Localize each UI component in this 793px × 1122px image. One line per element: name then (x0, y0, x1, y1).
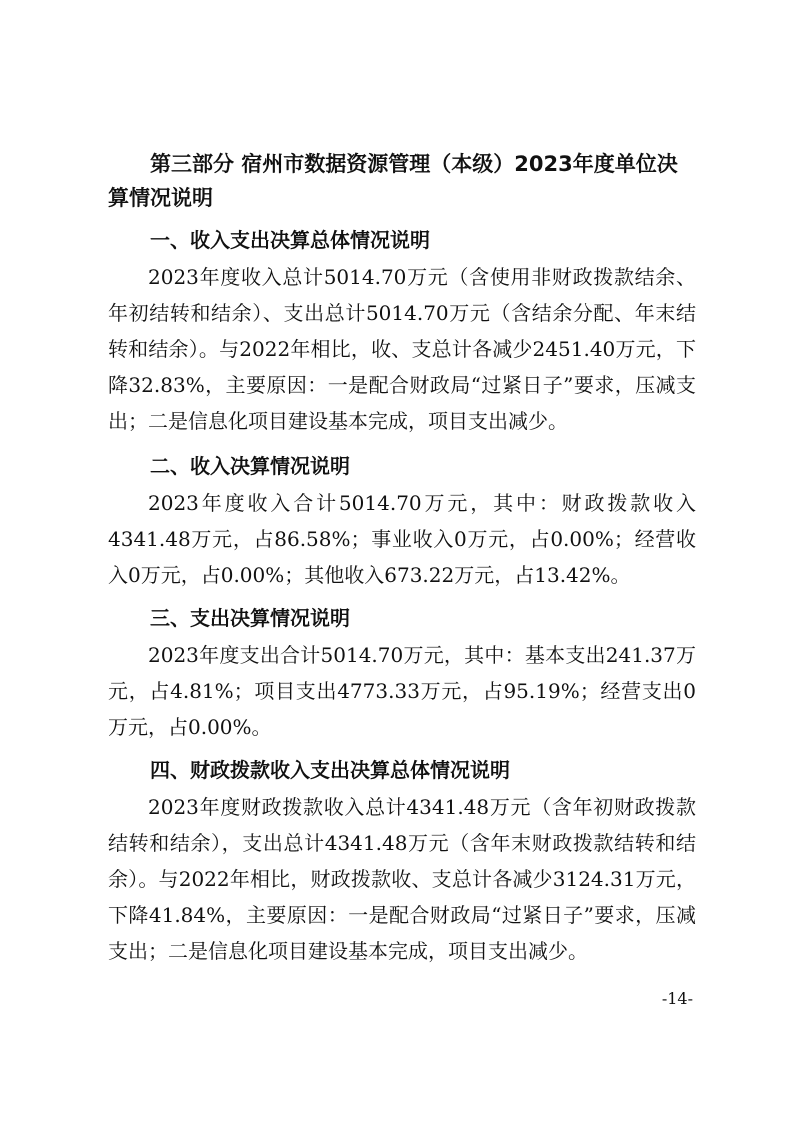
section-heading-3: 三、支出决算情况说明 (150, 606, 350, 630)
page-title: 第三部分 宿州市数据资源管理（本级）2023年度单位决算情况说明 (108, 152, 678, 210)
section-paragraph-3: 2023年度支出合计5014.70万元，其中：基本支出241.37万元，占4.81%；项目支出4773.33万元，占95.19%；经营支出0万元，占0.00%。 (108, 643, 696, 739)
section-heading-2: 二、收入决算情况说明 (150, 454, 350, 478)
section-heading-1: 一、收入支出决算总体情况说明 (150, 228, 430, 252)
section-paragraph-1: 2023年度收入总计5014.70万元（含使用非财政拨款结余、年初结转和结余）、支出总计5014.70万元（含结余分配、年末结转和结余）。与2022年相比，收、支总计各减少2451.40万元，下降32.83%，主要原因：一是配合财政局“过紧日子”要求，压减支出；二是信息化项目建设基本完成，项目支出减少。 (108, 265, 696, 433)
section-heading-4: 四、财政拨款收入支出决算总体情况说明 (150, 758, 510, 782)
page-number: -14- (661, 989, 693, 1008)
section-paragraph-4: 2023年度财政拨款收入总计4341.48万元（含年初财政拨款结转和结余），支出总计4341.48万元（含年末财政拨款结转和结余）。与2022年相比，财政拨款收、支总计各减少3124.31万元，下降41.84%，主要原因：一是配合财政局“过紧日子”要求，压减支出；二是信息化项目建设基本完成，项目支出减少。 (108, 795, 696, 963)
section-paragraph-2: 2023年度收入合计5014.70万元，其中：财政拨款收入4341.48万元，占86.58%；事业收入0万元，占0.00%；经营收入0万元，占0.00%；其他收入673.22万元，占13.42%。 (108, 491, 696, 587)
